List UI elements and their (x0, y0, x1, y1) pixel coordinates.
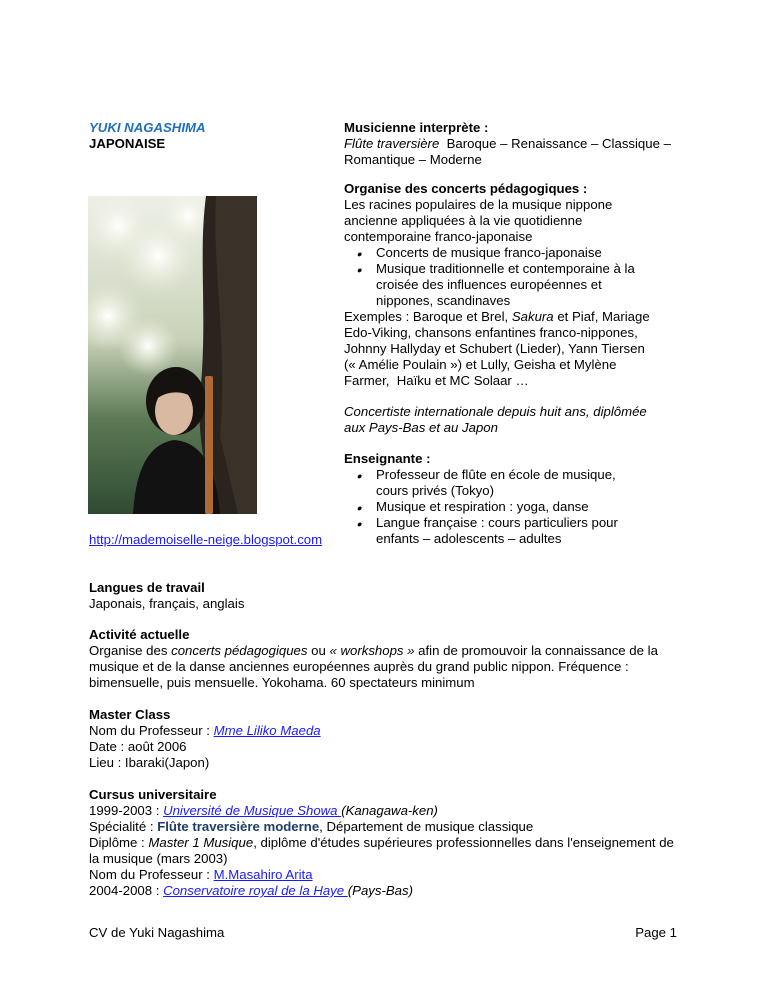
cursus-line2 (89, 819, 533, 835)
periods-part2: Romantique – Moderne (344, 152, 482, 167)
master-date: Date : août 2006 (89, 739, 187, 754)
act-a: Organise des (89, 643, 172, 658)
enseignante-b3b: enfants – adolescents – adultes (376, 531, 562, 546)
master-prof-link[interactable]: Mme Liliko Maeda (213, 723, 321, 738)
concerts-intro-2: ancienne appliquées à la vie quotidienne (344, 213, 583, 228)
showa-link[interactable]: Université de Musique Showa (163, 803, 342, 818)
enseignante-heading: Enseignante : (344, 451, 431, 466)
act-d: « workshops » (329, 643, 415, 658)
examples-line2: Edo-Viking, chansons enfantines franco-nippones, (344, 325, 638, 340)
musicienne-heading: Musicienne interprète : (344, 120, 489, 135)
concerts-intro-1: Les racines populaires de la musique nippone (344, 197, 613, 212)
bullet-icon (357, 261, 371, 278)
act-e: afin de promouvoir la connaissance de la (414, 643, 658, 658)
cursus-line4: la musique (mars 2003) (89, 851, 228, 866)
cursus-l3c: , diplôme d'études supérieures professionnelles dans l'enseignement de (253, 835, 674, 850)
langues-value: Japonais, français, anglais (89, 596, 245, 611)
examples-line1 (344, 309, 650, 325)
musicienne-line1 (344, 136, 671, 152)
cursus-l2a: Spécialité : (89, 819, 158, 834)
master-prof-line (89, 723, 321, 739)
act-c: ou (307, 643, 330, 658)
activite-line1 (89, 643, 658, 659)
examples-line3: Johnny Hallyday et Schubert (Lieder), Yann Tiersen (344, 341, 645, 356)
cv-nationality: JAPONAISE (89, 136, 166, 151)
act-b: concerts pédagogiques (171, 643, 308, 658)
concertiste-line2: aux Pays-Bas et au Japon (344, 420, 498, 435)
activite-line3: bimensuelle, puis mensuelle. Yokohama. 60 spectateurs minimum (89, 675, 475, 690)
cursus-l3a: Diplôme : (89, 835, 149, 850)
master-lieu: Lieu : Ibaraki(Japon) (89, 755, 210, 770)
cursus-l3b: Master 1 Musique (148, 835, 254, 850)
cursus-line6 (89, 883, 413, 899)
cursus-l6a: 2004-2008 : (89, 883, 164, 898)
instrument: Flûte traversière (344, 136, 440, 151)
cursus-l2b: Flûte traversière moderne (157, 819, 320, 834)
cursus-l1c: (Kanagawa-ken) (341, 803, 438, 818)
bullet-icon (357, 499, 371, 516)
ex-c: et Piaf, Mariage (553, 309, 650, 324)
activite-heading: Activité actuelle (89, 627, 190, 642)
activite-line2: musique et de la danse anciennes européennes auprès du grand public nippon. Fréquence : (89, 659, 629, 674)
langues-heading: Langues de travail (89, 580, 205, 595)
cursus-heading: Cursus universitaire (89, 787, 217, 802)
bullet-icon (357, 515, 371, 532)
periods-part1: Baroque – Renaissance – Classique – (439, 136, 671, 151)
enseignante-b2: Musique et respiration : yoga, danse (376, 499, 589, 514)
enseignante-b1a: Professeur de flûte en école de musique, (376, 467, 616, 482)
cv-name: YUKI NAGASHIMA (89, 120, 206, 135)
ex-a: Exemples : Baroque et Brel, (344, 309, 512, 324)
cursus-line5 (89, 867, 313, 883)
bullet-icon (357, 245, 371, 262)
footer-left: CV de Yuki Nagashima (89, 925, 225, 940)
cursus-l1a: 1999-2003 : (89, 803, 164, 818)
concerts-bullet-2b: croisée des influences européennes et (376, 277, 602, 292)
concertiste-line1: Concertiste internationale depuis huit ans, diplômée (344, 404, 647, 419)
master-heading: Master Class (89, 707, 171, 722)
enseignante-b3a: Langue française : cours particuliers pour (376, 515, 618, 530)
examples-line4: (« Amélie Poulain ») et Lully, Geisha et Mylène (344, 357, 617, 372)
cursus-line1 (89, 803, 438, 819)
blog-link[interactable]: http://mademoiselle-neige.blogspot.com (89, 532, 323, 547)
haye-link[interactable]: Conservatoire royal de la Haye (163, 883, 348, 898)
cursus-line3 (89, 835, 674, 851)
concerts-intro-3: contemporaine franco-japonaise (344, 229, 533, 244)
footer-page: Page 1 (635, 925, 677, 940)
concerts-bullet-2a: Musique traditionnelle et contemporaine à la (376, 261, 635, 276)
bullet-icon (357, 467, 371, 484)
concerts-bullet-2c: nippones, scandinaves (376, 293, 511, 308)
concerts-heading: Organise des concerts pédagogiques : (344, 181, 588, 196)
enseignante-b1b: cours privés (Tokyo) (376, 483, 494, 498)
arita-link[interactable]: M.Masahiro Arita (213, 867, 313, 882)
concerts-bullet-1: Concerts de musique franco-japonaise (376, 245, 602, 260)
portrait-photo (88, 196, 257, 514)
examples-line5: Farmer, Haïku et MC Solaar … (344, 373, 529, 388)
ex-sakura: Sakura (511, 309, 554, 324)
cursus-l2c: , Département de musique classique (319, 819, 534, 834)
cursus-l5a: Nom du Professeur : (89, 867, 214, 882)
master-prof-label: Nom du Professeur : (89, 723, 214, 738)
cursus-l6c: (Pays-Bas) (347, 883, 413, 898)
